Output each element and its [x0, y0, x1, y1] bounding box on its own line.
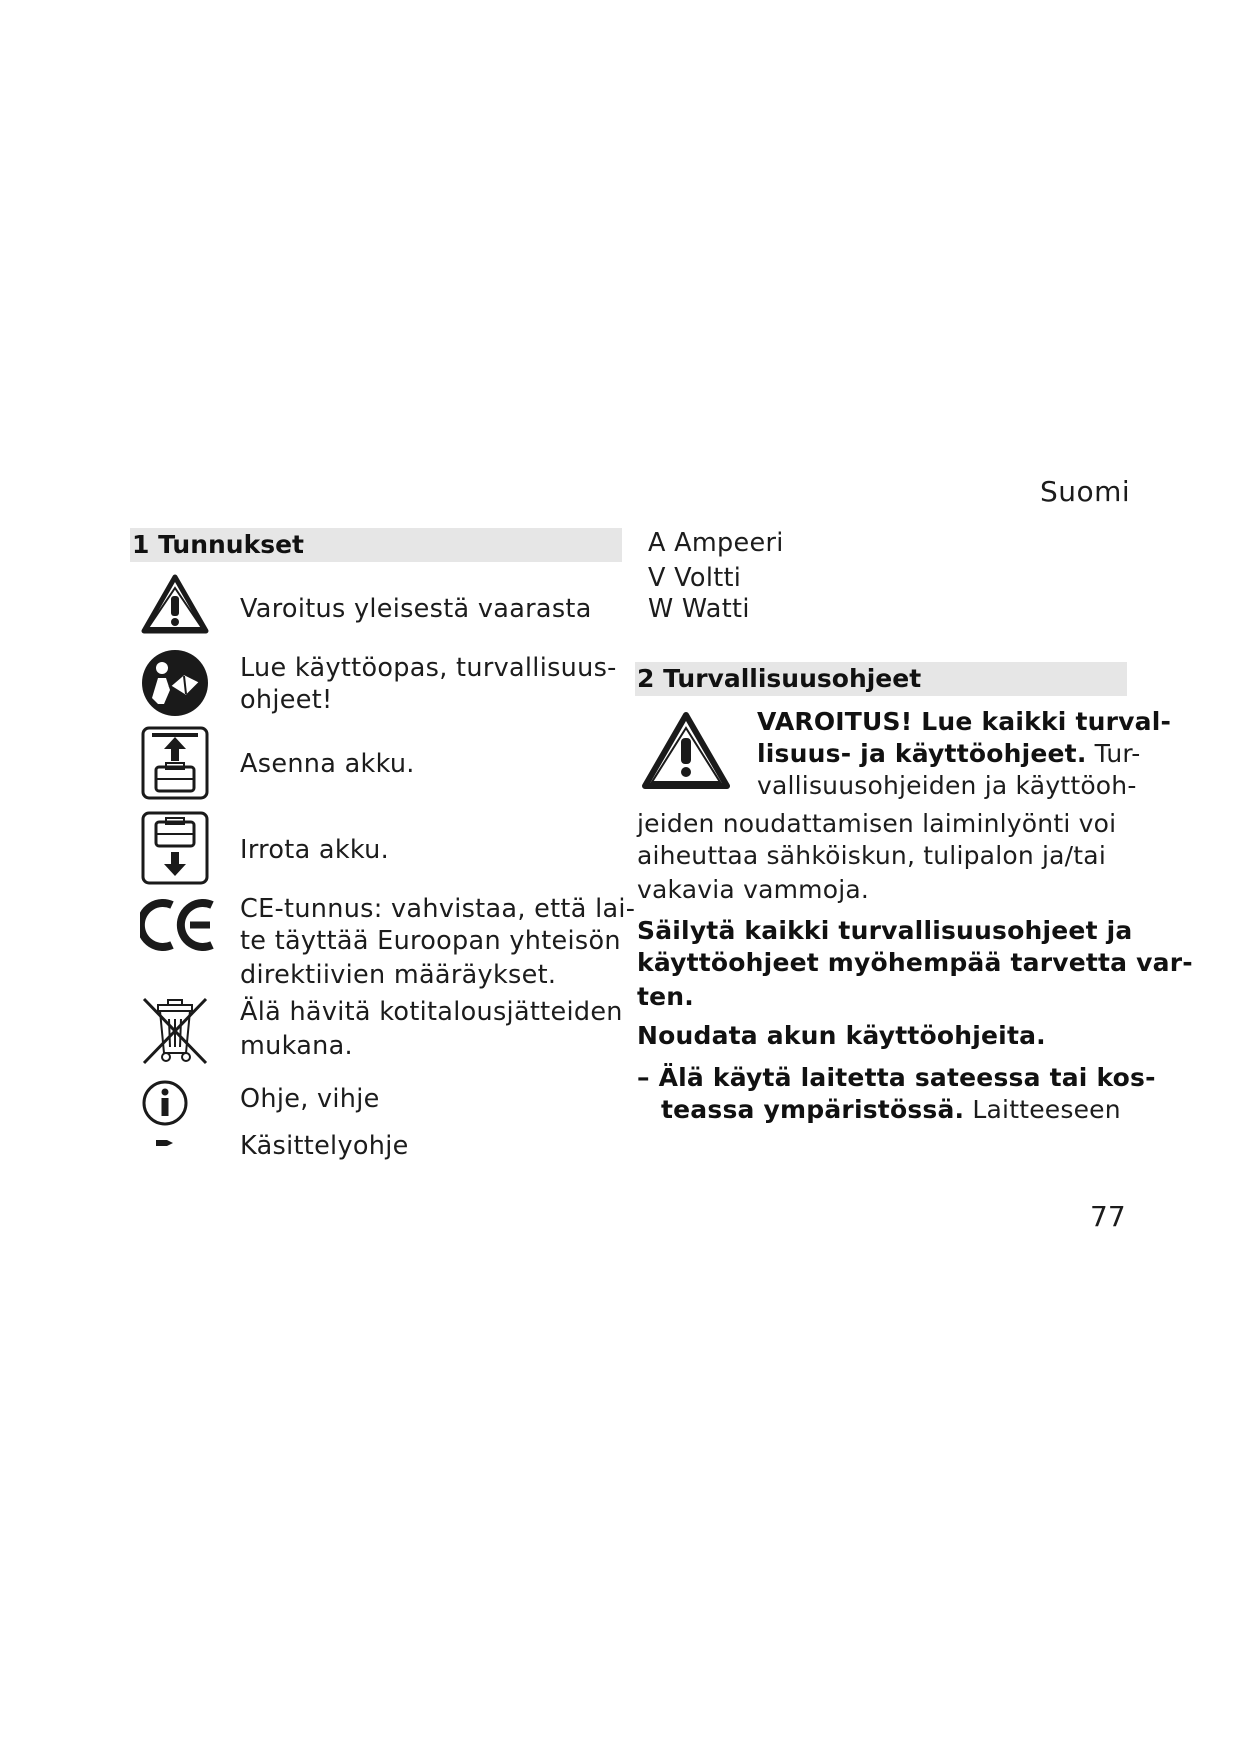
section-1-heading: 1 Tunnukset — [130, 528, 622, 562]
unit-watt: W Watti — [648, 594, 750, 624]
info-icon — [140, 1078, 190, 1128]
insert-battery-icon — [140, 725, 210, 801]
ce-mark-icon — [140, 897, 220, 953]
read-manual-icon — [140, 648, 210, 718]
symbol-label-disposal: Älä hävitä kotitalousjätteiden mukana. — [240, 997, 623, 1061]
symbol-label-info: Ohje, vihje — [240, 1084, 380, 1114]
unit-ampere: A Ampeeri — [648, 528, 784, 558]
handling-arrow-icon — [155, 1136, 175, 1150]
symbol-label-warning: Varoitus yleisestä vaarasta — [240, 594, 592, 624]
keep-instructions-text: Säilytä kaikki turvallisuusohjeet ja käyttöohjeet myöhempää tarvetta var- ten. — [637, 916, 1193, 1011]
symbol-label-ce: CE-tunnus: vahvistaa, että lai- te täyttää Euroopan yhteisön direktiivien määräykset. — [240, 894, 636, 990]
symbol-label-manual: Lue käyttöopas, turvallisuus- ohjeet! — [240, 653, 617, 715]
page-number: 77 — [1090, 1200, 1126, 1233]
battery-note-text: Noudata akun käyttöohjeita. — [637, 1021, 1046, 1050]
crossed-bin-icon — [140, 995, 210, 1067]
unit-volt: V Voltti — [648, 563, 742, 593]
symbol-label-insert: Asenna akku. — [240, 749, 415, 779]
language-label: Suomi — [1040, 475, 1131, 508]
symbol-label-remove: Irrota akku. — [240, 835, 390, 865]
warning-triangle-icon — [140, 572, 210, 636]
remove-battery-icon — [140, 810, 210, 886]
rain-warning-item: – Älä käytä laitetta sateessa tai kos- teassa ympäristössä. Laitteeseen — [637, 1063, 1156, 1124]
symbol-label-handling: Käsittelyohje — [240, 1131, 409, 1161]
safety-warning-icon — [640, 710, 732, 796]
warning-continuation: jeiden noudattamisen laiminlyönti voi aiheuttaa sähköiskun, tulipalon ja/tai vakavia vammoja. — [637, 809, 1117, 904]
section-2-heading: 2 Turvallisuusohjeet — [635, 662, 1127, 696]
warning-text: VAROITUS! Lue kaikki turval- lisuus- ja käyttöohjeet. Tur- vallisuusohjeiden ja käyttöoh- — [757, 707, 1172, 800]
